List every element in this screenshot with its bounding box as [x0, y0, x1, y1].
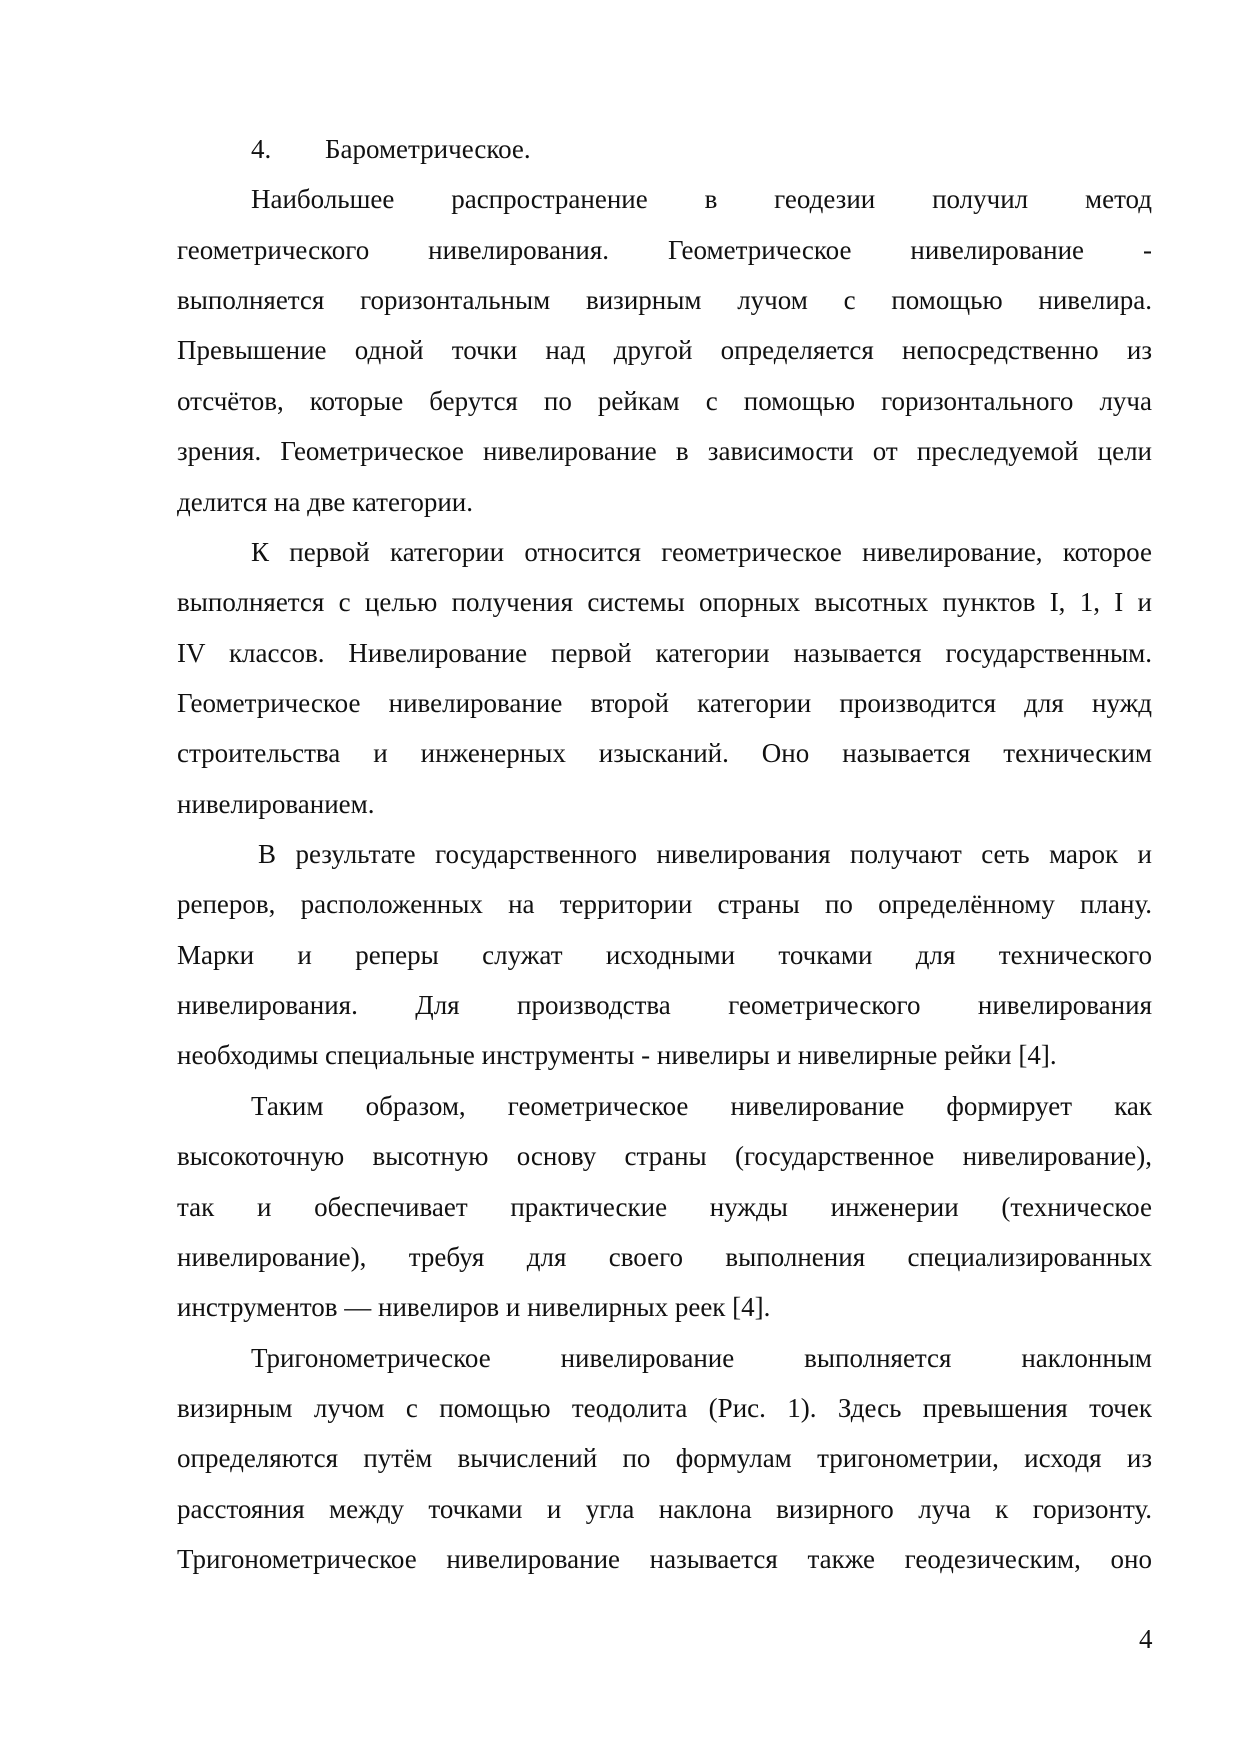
paragraph-line: Наибольшее распространение в геодезии получил метод — [251, 184, 1152, 215]
paragraph-line: отсчётов, которые берутся по рейкам с помощью горизонтального луча — [177, 385, 1152, 416]
paragraph-first-category — [177, 527, 1152, 829]
paragraph-line: нивелирование), требуя для своего выполнения специализированных — [177, 1241, 1152, 1272]
list-item-text: Барометрическое. — [325, 134, 531, 164]
paragraph-line: IV классов. Нивелирование первой категории называется государственным. — [177, 637, 1152, 668]
paragraph-line: определяются путём вычислений по формулам тригонометрии, исходя из — [177, 1443, 1152, 1474]
paragraph-line: зрения. Геометрическое нивелирование в зависимости от преследуемой цели — [177, 436, 1152, 467]
paragraph-line: высокоточную высотную основу страны (государственное нивелирование), — [177, 1141, 1152, 1172]
paragraph-line: Таким образом, геометрическое нивелирование формирует как — [251, 1090, 1152, 1121]
paragraph-line: Марки и реперы служат исходными точками для технического — [177, 939, 1152, 970]
paragraph-geometric-leveling-intro — [177, 174, 1152, 527]
list-item-number: 4. — [251, 134, 272, 164]
paragraph-line: расстояния между точками и угла наклона визирного луча к горизонту. — [177, 1493, 1152, 1524]
paragraph-line: Тригонометрическое нивелирование называется также геодезическим, оно — [177, 1544, 1152, 1575]
paragraph-line: В результате государственного нивелирования получают сеть марок и — [258, 839, 1152, 870]
paragraph-line: К первой категории относится геометрическое нивелирование, которое — [251, 536, 1152, 567]
paragraph-line: геометрического нивелирования. Геометрическое нивелирование - — [177, 234, 1152, 265]
paragraph-line: необходимы специальные инструменты - нивелиры и нивелирные рейки [4]. — [177, 1040, 1057, 1071]
paragraph-line: реперов, расположенных на территории страны по определённому плану. — [177, 889, 1152, 920]
paragraph-line: строительства и инженерных изысканий. Оно называется техническим — [177, 738, 1152, 769]
paragraph-line: инструментов — нивелиров и нивелирных реек [4]. — [177, 1292, 771, 1323]
paragraph-line: визирным лучом с помощью теодолита (Рис. 1). Здесь превышения точек — [177, 1392, 1152, 1423]
paragraph-line: делится на две категории. — [177, 486, 473, 517]
paragraph-state-leveling-result — [177, 829, 1152, 1081]
list-item-barometric — [177, 124, 1152, 174]
paragraph-line: Превышение одной точки над другой определяется непосредственно из — [177, 335, 1152, 366]
paragraph-trigonometric-leveling — [177, 1333, 1152, 1585]
paragraph-line: Геометрическое нивелирование второй категории производится для нужд — [177, 687, 1152, 718]
paragraph-line: нивелированием. — [177, 788, 375, 819]
paragraph-line: так и обеспечивает практические нужды инженерии (техническое — [177, 1191, 1152, 1222]
paragraph-line: выполняется горизонтальным визирным лучом с помощью нивелира. — [177, 285, 1152, 316]
paragraph-summary — [177, 1081, 1152, 1333]
paragraph-line: выполняется с целью получения системы опорных высотных пунктов I, 1, I и — [177, 587, 1152, 618]
paragraph-line: нивелирования. Для производства геометрического нивелирования — [177, 990, 1152, 1021]
page-number: 4 — [1139, 1624, 1153, 1654]
body-text — [177, 124, 1152, 1584]
paragraph-line: Тригонометрическое нивелирование выполняется наклонным — [251, 1342, 1152, 1373]
